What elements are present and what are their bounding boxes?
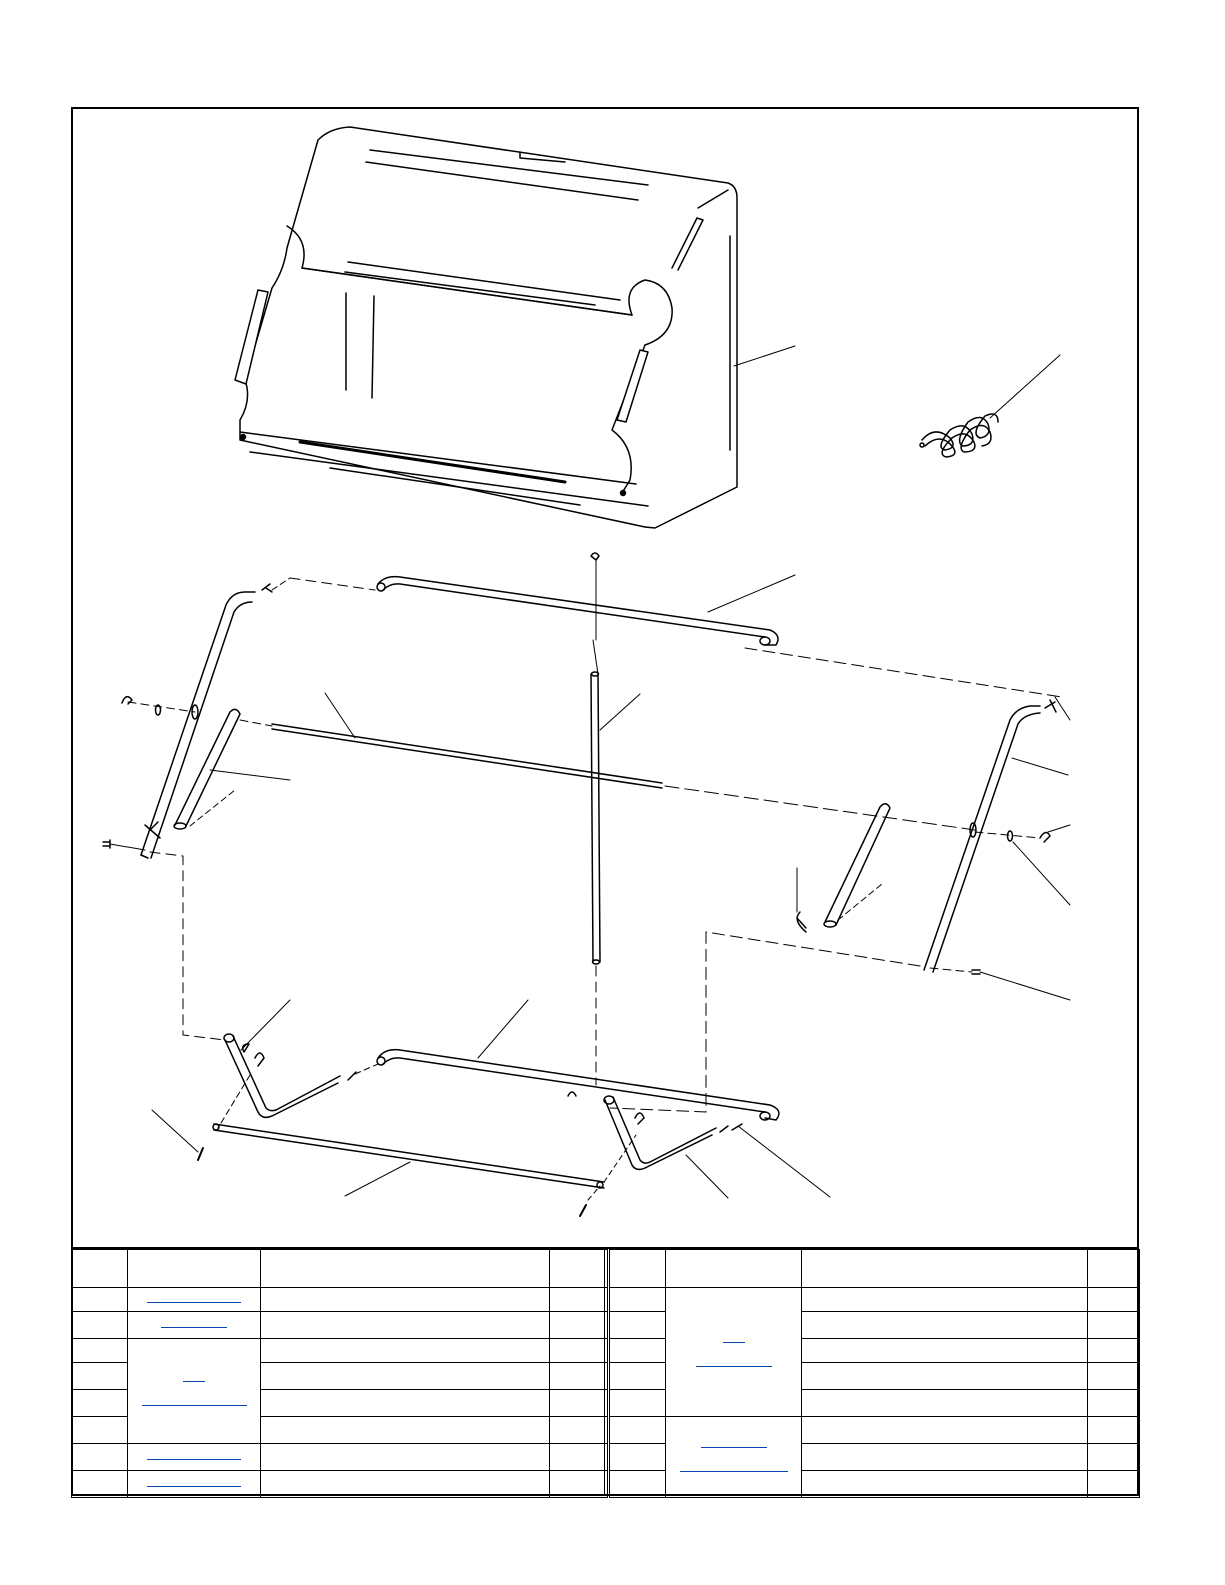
qty-cell [1088, 1312, 1140, 1339]
table-row [72, 1471, 608, 1498]
table-row [72, 1444, 608, 1471]
left-pin-hardware [103, 697, 225, 1040]
qty-cell [550, 1417, 608, 1444]
description-cell [261, 1339, 550, 1363]
description-cell [261, 1444, 550, 1471]
left-side-tube [141, 578, 290, 858]
part-number-link[interactable] [666, 1417, 802, 1498]
qty-cell [1088, 1390, 1140, 1417]
qty-cell [1088, 1339, 1140, 1363]
description-cell [802, 1312, 1088, 1339]
ref-cell [610, 1444, 666, 1471]
qty-cell [550, 1288, 608, 1312]
ref-cell [610, 1288, 666, 1312]
description-cell [802, 1444, 1088, 1471]
ref-cell [610, 1312, 666, 1339]
description-cell [802, 1363, 1088, 1390]
parts-list-left [71, 1249, 608, 1498]
qty-cell [550, 1339, 608, 1363]
description-cell [261, 1417, 550, 1444]
ref-cell [72, 1471, 128, 1498]
vertical-support-rod [591, 553, 640, 1085]
col-part-no [128, 1250, 261, 1288]
col-part-no [666, 1250, 802, 1288]
part-number-link[interactable] [128, 1288, 261, 1312]
left-support-strut [145, 709, 290, 838]
ref-cell [610, 1390, 666, 1417]
ref-cell [72, 1363, 128, 1390]
part-number-link[interactable] [128, 1339, 261, 1444]
qty-cell [1088, 1288, 1140, 1312]
qty-cell [1088, 1471, 1140, 1498]
upper-frame-tube [290, 575, 1062, 697]
ref-cell [610, 1471, 666, 1498]
part-number-link[interactable] [666, 1288, 802, 1417]
right-pin-hardware [610, 697, 1070, 1112]
col-ref [72, 1250, 128, 1288]
parts-list-table [71, 1247, 1139, 1496]
part-number-link[interactable] [128, 1444, 261, 1471]
part-number-link[interactable] [128, 1312, 261, 1339]
description-cell [802, 1417, 1088, 1444]
ref-cell [72, 1312, 128, 1339]
lower-frame-tube [355, 1000, 830, 1197]
qty-cell [1088, 1363, 1140, 1390]
table-row [610, 1288, 1140, 1312]
parts-list-right [609, 1249, 1140, 1498]
col-description [802, 1250, 1088, 1288]
table-row [72, 1312, 608, 1339]
table-divider [604, 1249, 608, 1496]
right-support-strut [797, 804, 890, 932]
cross-bar-rod [240, 693, 975, 830]
right-side-tube [924, 700, 1068, 972]
col-qty [1088, 1250, 1140, 1288]
table-row [610, 1417, 1140, 1444]
qty-cell [550, 1444, 608, 1471]
ref-cell [72, 1417, 128, 1444]
parts-list-header [610, 1250, 1140, 1288]
right-lower-bracket [568, 1092, 728, 1198]
ref-cell [72, 1390, 128, 1417]
ref-cell [610, 1417, 666, 1444]
ref-cell [610, 1363, 666, 1390]
qty-cell [1088, 1417, 1140, 1444]
qty-cell [550, 1312, 608, 1339]
description-cell [261, 1363, 550, 1390]
parts-list-header [72, 1250, 608, 1288]
col-description [261, 1250, 550, 1288]
wire-coil-spring [920, 355, 1060, 457]
description-cell [261, 1390, 550, 1417]
grass-catcher-bag [235, 127, 795, 528]
description-cell [261, 1288, 550, 1312]
table-row [72, 1288, 608, 1312]
table-row [72, 1339, 608, 1363]
qty-cell [550, 1363, 608, 1390]
description-cell [802, 1288, 1088, 1312]
ref-cell [72, 1288, 128, 1312]
description-cell [261, 1471, 550, 1498]
description-cell [802, 1471, 1088, 1498]
description-cell [802, 1339, 1088, 1363]
qty-cell [550, 1471, 608, 1498]
part-number-link[interactable] [128, 1471, 261, 1498]
ref-cell [72, 1339, 128, 1363]
description-cell [261, 1312, 550, 1339]
col-qty [550, 1250, 608, 1288]
qty-cell [1088, 1444, 1140, 1471]
ref-cell [610, 1339, 666, 1363]
ref-cell [72, 1444, 128, 1471]
description-cell [802, 1390, 1088, 1417]
qty-cell [550, 1390, 608, 1417]
col-ref [610, 1250, 666, 1288]
bottom-bar [213, 1124, 636, 1216]
